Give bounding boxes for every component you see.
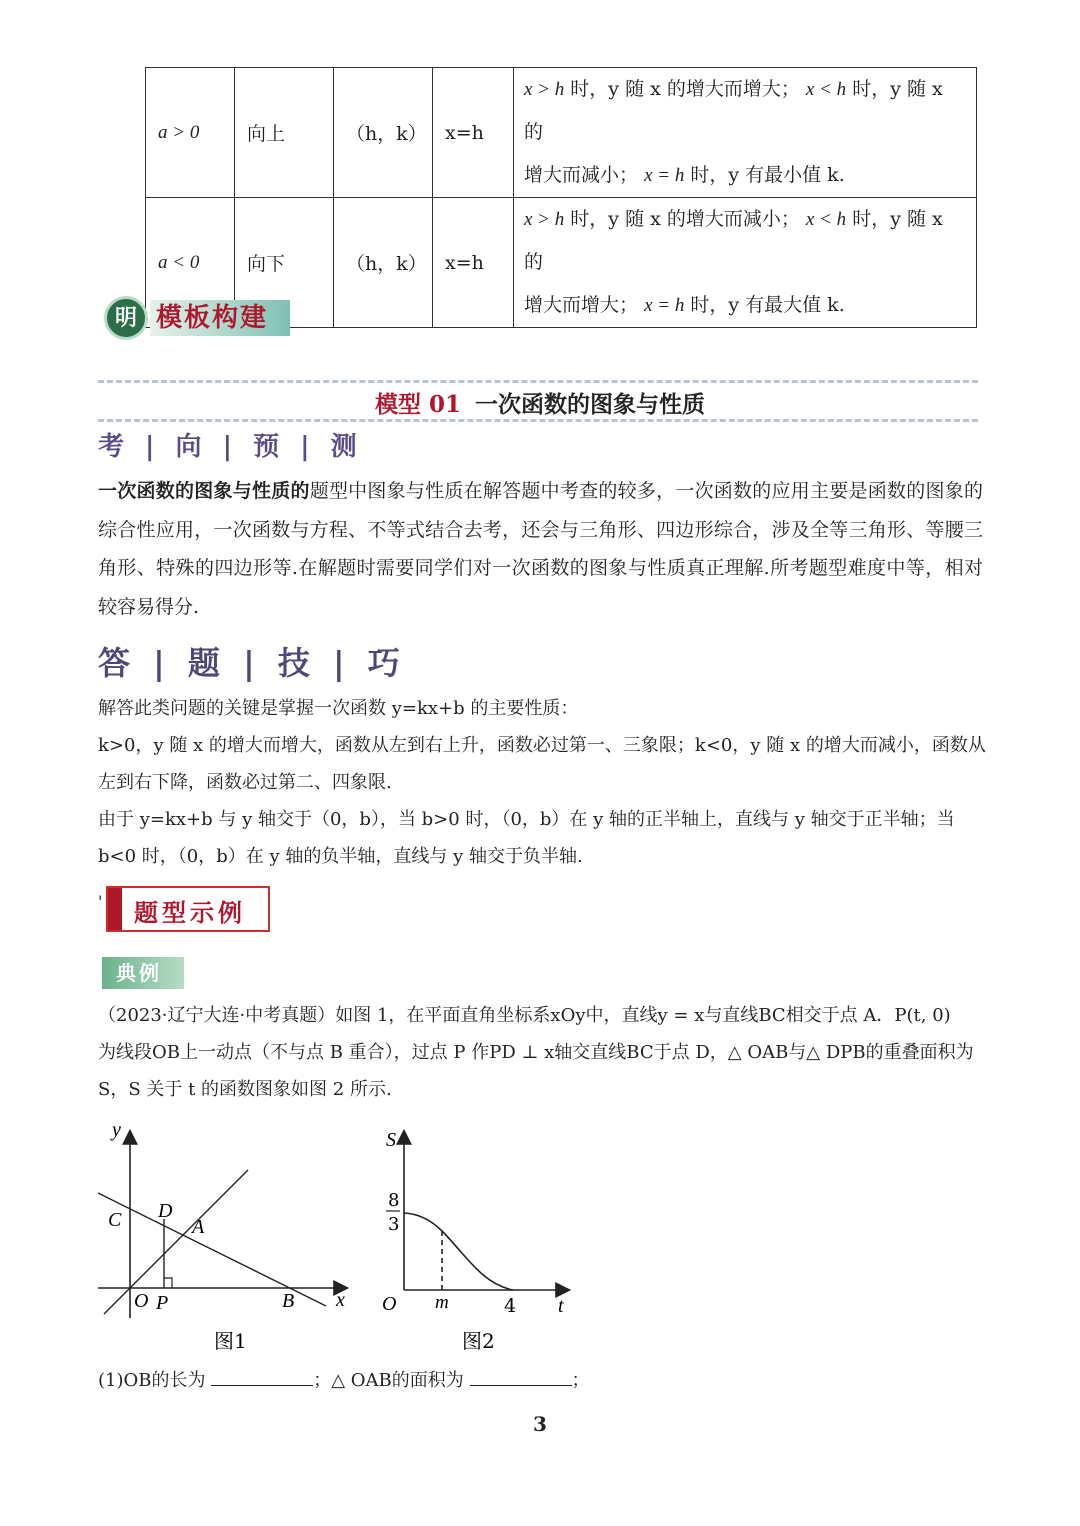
model-name: 一次函数的图象与性质 bbox=[475, 391, 705, 418]
q1-part-c: ； bbox=[571, 1370, 590, 1391]
direction-cell: 向上 bbox=[235, 68, 334, 198]
divider bbox=[98, 380, 978, 383]
label-o2: O bbox=[382, 1293, 397, 1315]
desc-text: 增大而减小； bbox=[524, 164, 639, 186]
examples-label: 题型示例 bbox=[134, 898, 246, 927]
cond-cell: a > 0 bbox=[146, 68, 235, 198]
divider bbox=[98, 419, 978, 422]
tips-p1: 解答此类问题的关键是掌握一次函数 y=kx+b 的主要性质： bbox=[98, 698, 579, 719]
cond-text: x = h bbox=[644, 165, 685, 186]
desc-text: 时，y 随 x 的 bbox=[524, 208, 943, 273]
cond-text: x < h bbox=[805, 79, 847, 100]
desc-cell bbox=[514, 68, 977, 198]
forecast-heading: 考 | 向 | 预 | 测 bbox=[98, 432, 363, 462]
line-y-eq-x bbox=[104, 1170, 248, 1314]
axis-cell: x=h bbox=[433, 198, 514, 328]
label-c: C bbox=[108, 1209, 122, 1231]
cond-text: x > h bbox=[524, 209, 565, 230]
desc-text: 增大而增大； bbox=[524, 294, 639, 316]
direction-cell: 向下 bbox=[235, 198, 334, 328]
label-m: m bbox=[435, 1292, 449, 1313]
model-title bbox=[0, 386, 1080, 419]
forecast-lead: 一次函数的图象与性质的 bbox=[98, 480, 310, 502]
answer-blank[interactable] bbox=[470, 1367, 572, 1386]
problem-line: S，S 关于 t 的函数图象如图 2 所示. bbox=[98, 1079, 392, 1100]
desc-text: 时，y 有最小值 k. bbox=[684, 164, 845, 186]
stray-mark: ' bbox=[98, 892, 103, 911]
s-curve bbox=[404, 1213, 513, 1290]
question-1 bbox=[98, 1362, 986, 1399]
tips-p2: k>0，y 随 x 的增大而增大，函数从左到右上升，函数必过第一、三象限；k<0，y 随 x 的增大而减小，函数从左到右下降，函数必过第二、四象限. bbox=[98, 735, 986, 793]
model-number: 模型 01 bbox=[374, 391, 461, 418]
desc-cell bbox=[514, 198, 977, 328]
figure1-caption: 图1 bbox=[214, 1329, 247, 1353]
cond-text: x = h bbox=[644, 295, 685, 316]
problem-line: （2023·辽宁大连·中考真题）如图 1，在平面直角坐标系xOy中，直线y = x与直线BC相交于点 A．P(t, 0) bbox=[98, 1005, 951, 1026]
label-o: O bbox=[134, 1290, 149, 1312]
examples-banner bbox=[106, 886, 270, 932]
label-eight: 8 bbox=[388, 1190, 400, 1211]
right-angle-mark bbox=[164, 1278, 172, 1288]
desc-text: 时，y 有最大值 k. bbox=[684, 294, 845, 316]
answer-blank[interactable] bbox=[211, 1367, 313, 1386]
label-d: D bbox=[158, 1200, 173, 1222]
label-p: P bbox=[156, 1292, 169, 1314]
q1-part-a: (1)OB的长为 bbox=[98, 1370, 206, 1391]
vertex-cell: （h，k） bbox=[334, 198, 433, 328]
label-a: A bbox=[192, 1216, 205, 1238]
properties-table bbox=[145, 67, 977, 328]
label-y: y bbox=[112, 1119, 121, 1141]
vertex-cell: （h，k） bbox=[334, 68, 433, 198]
tips-p3: 由于 y=kx+b 与 y 轴交于（0，b），当 b>0 时，（0，b）在 y 轴的正半轴上，直线与 y 轴交于正半轴；当 b<0 时，（0，b）在 y 轴的负半轴，直线与 y 轴交于负半轴. bbox=[98, 809, 955, 867]
tips-heading: 答 | 题 | 技 | 巧 bbox=[98, 644, 406, 682]
banner-bar bbox=[108, 888, 122, 930]
typical-banner: 典例 bbox=[102, 957, 184, 989]
label-x: x bbox=[336, 1289, 345, 1311]
label-b: B bbox=[282, 1290, 295, 1312]
desc-text: 时，y 随 x 的增大而增大； bbox=[564, 78, 800, 100]
cond-cell: a < 0 bbox=[146, 198, 235, 328]
ming-badge-icon: 明 bbox=[104, 296, 148, 340]
figure2-caption: 图2 bbox=[462, 1329, 495, 1353]
label-t: t bbox=[558, 1295, 564, 1317]
label-three: 3 bbox=[388, 1214, 400, 1235]
problem-line: 为线段OB上一动点（不与点 B 重合），过点 P 作PD ⊥ x轴交直线BC于点 D，△ OAB与△ DPB的重叠面积为 bbox=[98, 1042, 974, 1063]
forecast-paragraph bbox=[98, 472, 983, 626]
forecast-text: 题型中图象与性质在解答题中考查的较多，一次函数的应用主要是函数的图象的综合性应用，一次函数与方程、不等式结合去考，还会与三角形、四边形综合，涉及全等三角形、等腰三角形、特殊的四边形等.在解题时需要同学们对一次函数的图象与性质真正理解.所考题型难度中等，相对较容易得分. bbox=[98, 480, 983, 618]
label-four: 4 bbox=[504, 1295, 517, 1317]
figure1-diagram bbox=[90, 1118, 360, 1368]
desc-text: 时，y 随 x 的 bbox=[524, 78, 943, 143]
table-row bbox=[146, 68, 977, 198]
cond-text: x > h bbox=[524, 79, 565, 100]
template-banner: 模板构建 bbox=[150, 300, 290, 336]
page-number: 3 bbox=[533, 1412, 547, 1436]
label-s: S bbox=[386, 1129, 396, 1151]
q1-part-b: ；△ OAB的面积为 bbox=[313, 1370, 464, 1391]
figure2-diagram bbox=[370, 1118, 580, 1368]
axis-cell: x=h bbox=[433, 68, 514, 198]
cond-text: x < h bbox=[805, 209, 847, 230]
desc-text: 时，y 随 x 的增大而减小； bbox=[564, 208, 800, 230]
